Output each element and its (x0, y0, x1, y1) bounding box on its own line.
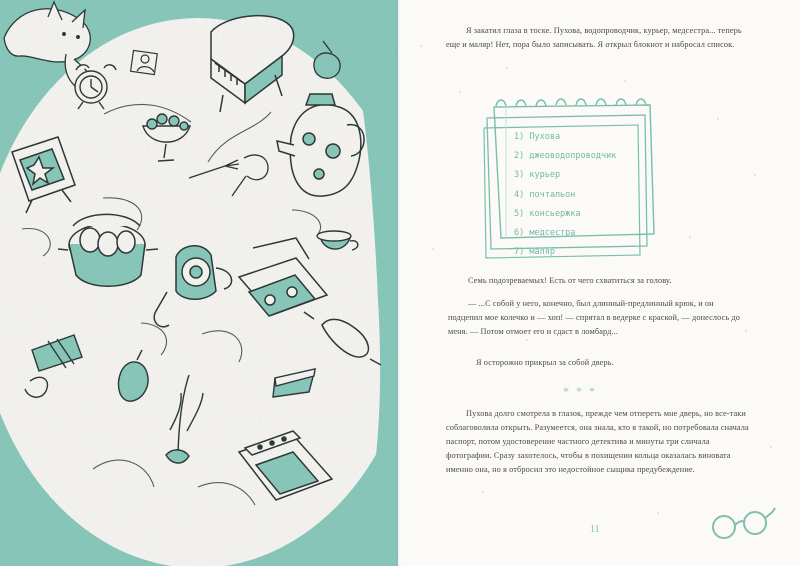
story-paragraph-4: Я осторожно прикрыл за собой дверь. (476, 358, 614, 367)
illustration-page (0, 0, 398, 566)
kitchen-object-illustration (0, 0, 398, 566)
list-item: 4) почтальон (514, 189, 576, 200)
story-paragraph-5: Пухова долго смотрела в глазок, прежде чем отпереть мне дверь, но все-таки соблаговолила открыть. Разумеется, она знала, кто я такой, но потребовала сначала паспорт, потом удостоверение частного детектива и минуты три сличала фотографии. Сразу захотелось, чтобы в похищении кольца оказалась виновата именно она, но я отбросил это недостойное сыщика предубеждение. (446, 409, 749, 474)
story-paragraph-1: Я закатил глаза в тоске. Пухова, водопроводчик, курьер, медсестра... теперь еще и маляр! Нет, пора было записывать. Я открыл блокнот и набросал список. (446, 26, 742, 49)
story-paragraph-3: — ...С собой у него, конечно, был длинный-предлинный крюк, и он подцепил мое колечко и — хоп! — спрятал в ведерке с краской, — донеслось до меня. — Потом отмоет его и сдаст в ломбард... (448, 299, 740, 336)
list-item: 5) консьержка (514, 208, 581, 219)
list-item: 2) джеоводопроводчик (514, 151, 617, 162)
suspect-list-notepad (478, 92, 671, 260)
section-separator: * * * (563, 384, 597, 398)
list-item: 1) Пухова (514, 132, 561, 142)
list-item: 7) маляр (514, 247, 555, 258)
page-number: 11 (590, 524, 600, 535)
story-paragraph-2: Семь подозреваемых! Есть от чего схватиться за голову. (468, 276, 672, 285)
suspect-list (514, 128, 616, 262)
text-page (398, 0, 800, 566)
book-gutter (396, 0, 402, 566)
list-item: 3) курьер (514, 170, 561, 181)
glasses-icon (706, 502, 776, 544)
list-item: 6) медсестра (514, 227, 576, 238)
